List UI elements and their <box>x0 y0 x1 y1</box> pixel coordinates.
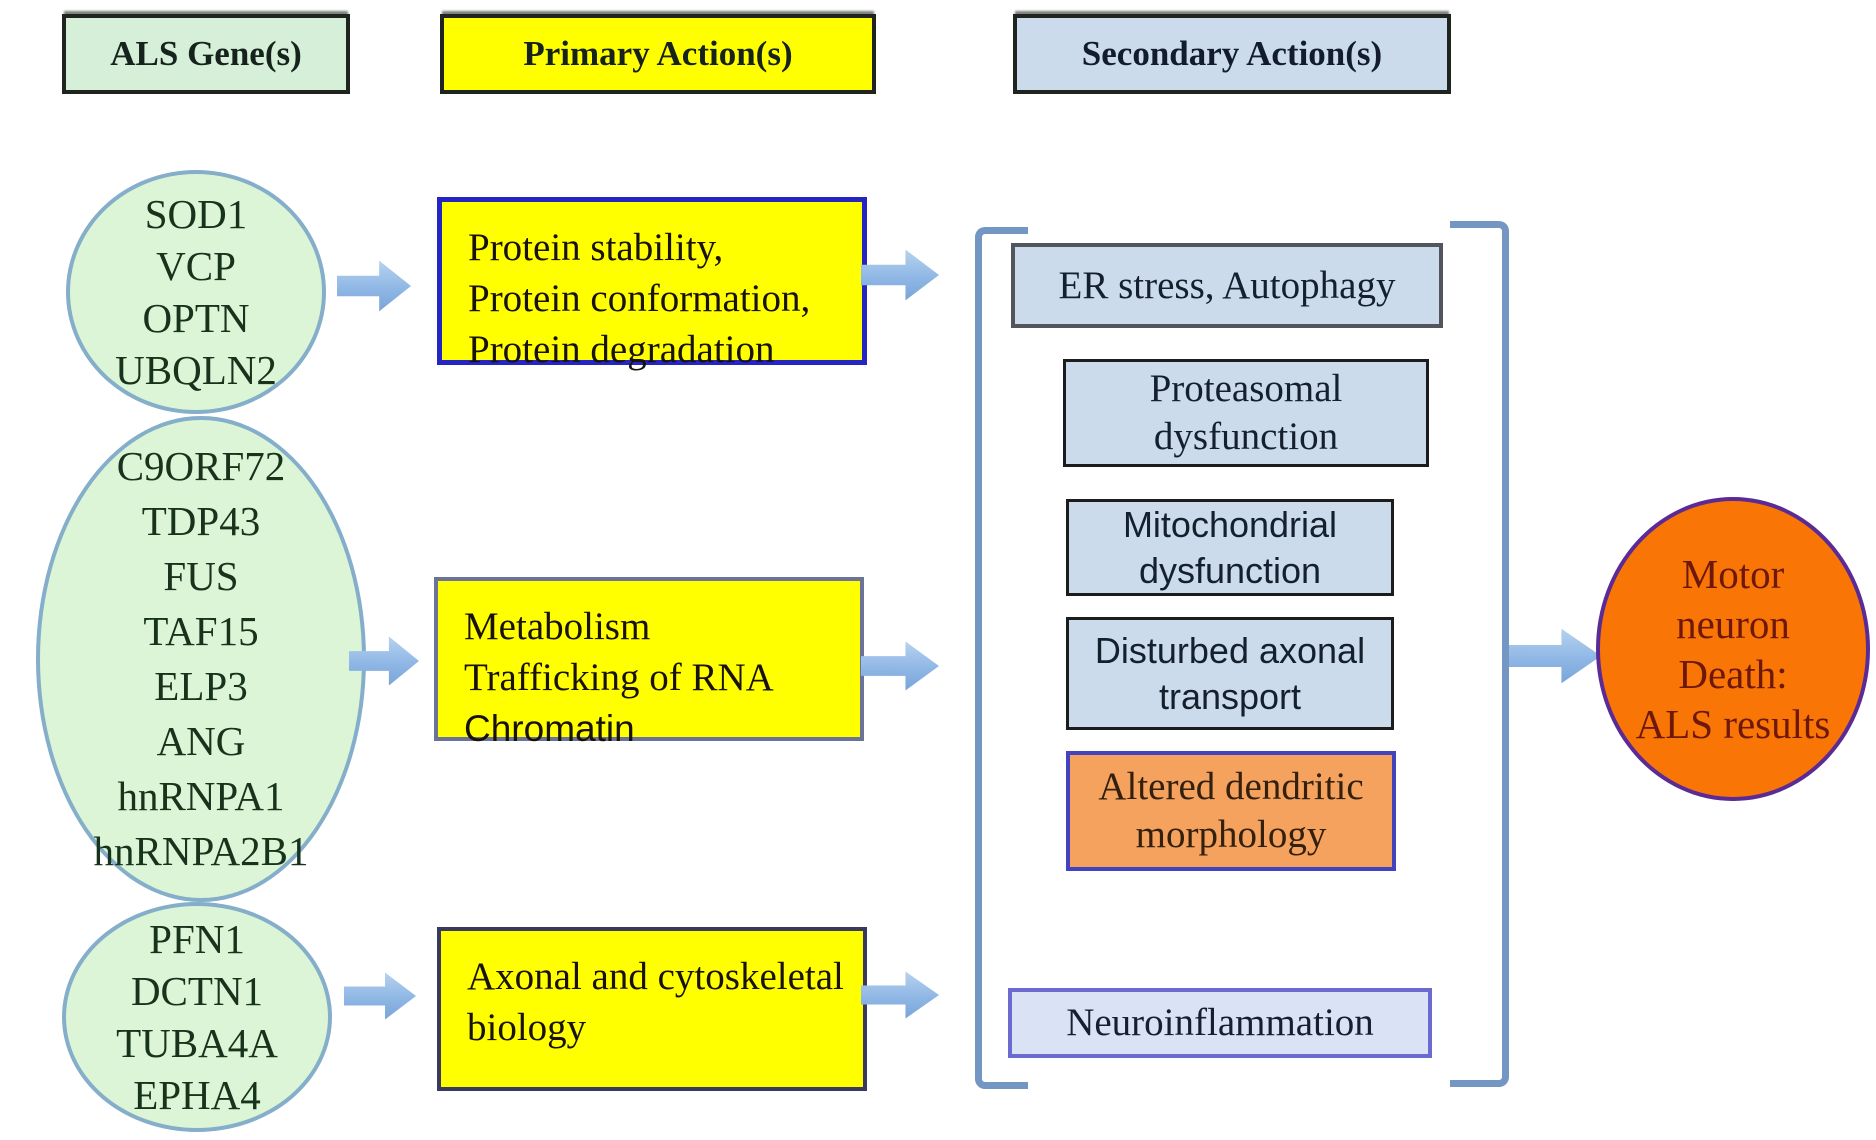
secondary-box-mitochondrial-dysfunction <box>1066 499 1394 596</box>
secondary-box-disturbed-axonal-transport <box>1066 617 1394 730</box>
gene-name: UBQLN2 <box>115 347 277 393</box>
arrow-primary3-to-secondary-icon <box>861 970 939 1020</box>
secondary-actions-bracket-right <box>1450 221 1509 1087</box>
primary-action-line: biology <box>467 1006 587 1049</box>
secondary-action-line: Mitochondrial <box>1122 503 1338 545</box>
header-secondary-actions: Secondary Action(s) <box>1013 14 1451 94</box>
primary-action-box-metabolism <box>434 577 864 749</box>
gene-name: FUS <box>163 553 239 599</box>
gene-name: DCTN1 <box>130 968 264 1014</box>
gene-group-2-ellipse <box>36 416 366 902</box>
secondary-action-line: dysfunction <box>1138 549 1322 591</box>
outcome-motor-neuron-death-ellipse <box>1596 497 1870 801</box>
secondary-action-line: Altered dendritic <box>1098 765 1364 808</box>
gene-name: EPHA4 <box>133 1072 261 1118</box>
gene-group-1-ellipse <box>66 170 326 414</box>
primary-action-line: Protein stability, <box>468 226 724 269</box>
primary-action-box-axonal <box>437 927 867 1091</box>
gene-name: hnRNPA2B1 <box>93 828 309 874</box>
outcome-line: ALS results <box>1635 701 1831 747</box>
arrow-genes1-to-primary1-icon <box>337 259 411 313</box>
secondary-action-label: Neuroinflammation <box>1066 1001 1374 1044</box>
gene-name: TAF15 <box>143 608 259 654</box>
outcome-line: neuron <box>1676 601 1790 647</box>
gene-group-3-ellipse <box>62 902 332 1132</box>
arrow-genes3-to-primary3-icon <box>344 971 416 1021</box>
arrow-primary1-to-secondary-icon <box>861 248 939 302</box>
primary-action-line: Trafficking of RNA <box>464 656 774 699</box>
secondary-box-altered-dendritic-morphology <box>1066 751 1396 871</box>
primary-action-line: Protein conformation, <box>468 277 811 320</box>
gene-name: ANG <box>156 718 246 764</box>
secondary-box-er-stress-autophagy <box>1011 243 1443 328</box>
secondary-action-line: morphology <box>1135 813 1327 856</box>
gene-name: TUBA4A <box>116 1020 278 1066</box>
secondary-box-proteasomal-dysfunction <box>1063 359 1429 467</box>
primary-action-line: Metabolism <box>464 605 651 648</box>
header-als-genes: ALS Gene(s) <box>62 14 350 94</box>
gene-name: PFN1 <box>149 916 245 962</box>
primary-action-line: Protein degradation <box>468 328 775 371</box>
arrow-secondary-to-outcome-icon <box>1509 627 1601 685</box>
gene-name: ELP3 <box>154 663 248 709</box>
secondary-actions-bracket-left <box>975 227 1028 1089</box>
secondary-action-line: transport <box>1158 675 1302 717</box>
primary-action-line: Chromatin <box>464 708 635 749</box>
secondary-action-line: Proteasomal <box>1149 367 1343 410</box>
outcome-line: Motor <box>1681 551 1785 597</box>
outcome-line: Death: <box>1678 651 1788 697</box>
gene-name: SOD1 <box>144 191 248 237</box>
primary-action-box-protein <box>437 197 867 371</box>
arrow-primary2-to-secondary-icon <box>861 640 939 692</box>
primary-action-line: Axonal and cytoskeletal <box>467 955 844 998</box>
secondary-box-neuroinflammation <box>1008 988 1432 1058</box>
secondary-action-line: Disturbed axonal <box>1094 629 1366 671</box>
gene-name: OPTN <box>142 295 250 341</box>
gene-name: C9ORF72 <box>116 443 286 489</box>
gene-name: VCP <box>156 243 236 289</box>
gene-name: TDP43 <box>141 498 261 544</box>
secondary-action-label: ER stress, Autophagy <box>1058 263 1396 307</box>
secondary-action-line: dysfunction <box>1153 415 1339 458</box>
gene-name: hnRNPA1 <box>117 773 285 819</box>
header-primary-actions: Primary Action(s) <box>440 14 876 94</box>
